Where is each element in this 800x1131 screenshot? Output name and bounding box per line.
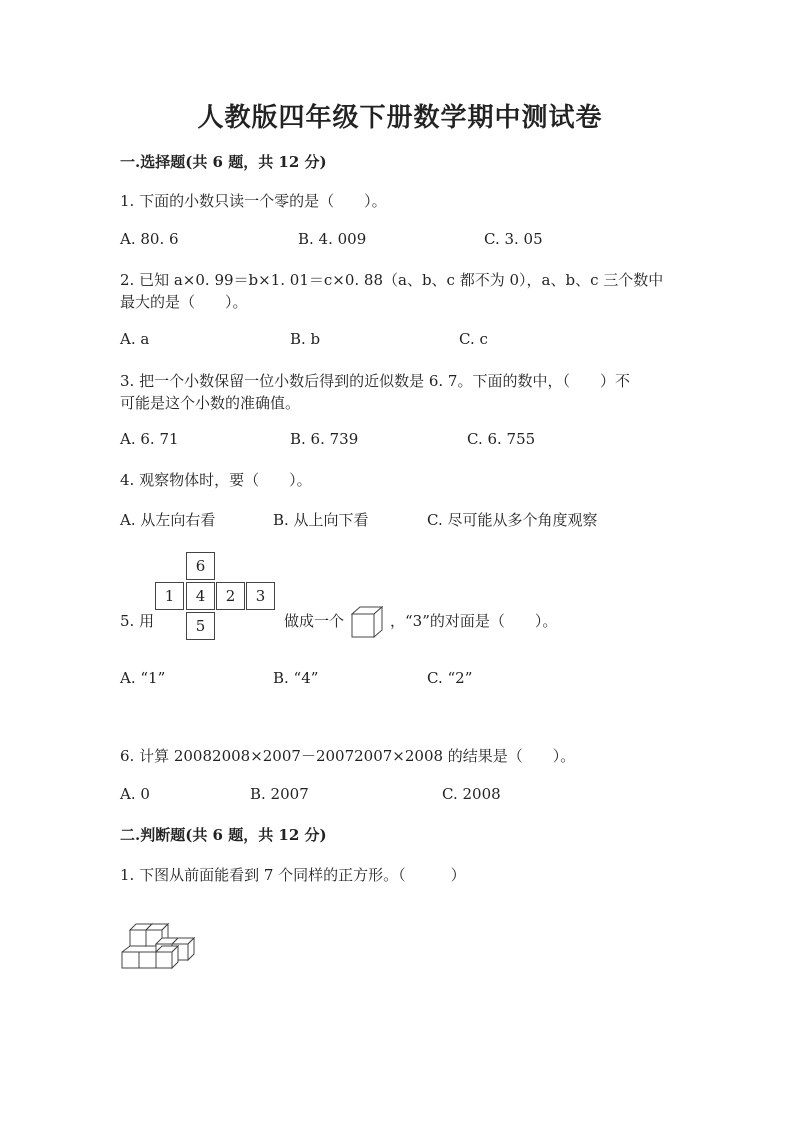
question-4: 4. 观察物体时，要（ ）。 <box>120 471 312 489</box>
q4-option-c: C. 尽可能从多个角度观察 <box>427 511 598 529</box>
section-heading-judgment: 二.判断题(共 6 题，共 12 分) <box>120 826 327 844</box>
net-face-center: 4 <box>186 582 215 610</box>
net-face-right-2: 3 <box>246 582 275 610</box>
net-face-left: 1 <box>155 582 184 610</box>
q2-option-c: C. c <box>459 330 488 348</box>
question-6: 6. 计算 20082008×2007－20072007×2008 的结果是（ ）。 <box>120 747 576 765</box>
question-3-line-1: 3. 把一个小数保留一位小数后得到的近似数是 6. 7。下面的数中，（ ）不 <box>120 372 630 390</box>
q6-option-b: B. 2007 <box>250 785 309 803</box>
q6-option-c: C. 2008 <box>442 785 501 803</box>
q5-option-c: C. “2” <box>427 669 473 687</box>
question-2-line-2: 最大的是（ ）。 <box>120 293 248 311</box>
q4-option-b: B. 从上向下看 <box>273 511 369 529</box>
question-2-line-1: 2. 已知 a×0. 99＝b×1. 01＝c×0. 88（a、b、c 都不为 0），a、b、c 三个数中 <box>120 271 664 289</box>
q5-option-b: B. “4” <box>273 669 319 687</box>
stacked-cubes-figure <box>118 918 208 972</box>
question-3-line-2: 可能是这个小数的准确值。 <box>120 394 301 412</box>
q1-option-c: C. 3. 05 <box>484 230 543 248</box>
q4-option-a: A. 从左向右看 <box>120 511 216 529</box>
question-1: 1. 下面的小数只读一个零的是（ ）。 <box>120 192 387 210</box>
q2-option-b: B. b <box>290 330 321 348</box>
net-face-bottom: 5 <box>186 612 215 640</box>
q2-option-a: A. a <box>120 330 150 348</box>
section-heading-choice: 一.选择题(共 6 题，共 12 分) <box>120 153 327 171</box>
net-face-right-1: 2 <box>216 582 245 610</box>
cube-icon <box>348 604 384 640</box>
q3-option-b: B. 6. 739 <box>290 430 359 448</box>
judgment-1: 1. 下图从前面能看到 7 个同样的正方形。（ ） <box>120 866 466 884</box>
q3-option-c: C. 6. 755 <box>467 430 536 448</box>
question-5-prefix: 5. 用 <box>120 612 155 630</box>
q1-option-a: A. 80. 6 <box>120 230 179 248</box>
page-title: 人教版四年级下册数学期中测试卷 <box>197 103 603 133</box>
question-5-suffix: ，“3”的对面是（ ）。 <box>390 612 558 630</box>
net-face-top: 6 <box>186 552 215 580</box>
q1-option-b: B. 4. 009 <box>298 230 367 248</box>
q3-option-a: A. 6. 71 <box>120 430 179 448</box>
question-5-middle: 做成一个 <box>284 612 345 630</box>
q5-option-a: A. “1” <box>120 669 166 687</box>
q6-option-a: A. 0 <box>120 785 150 803</box>
